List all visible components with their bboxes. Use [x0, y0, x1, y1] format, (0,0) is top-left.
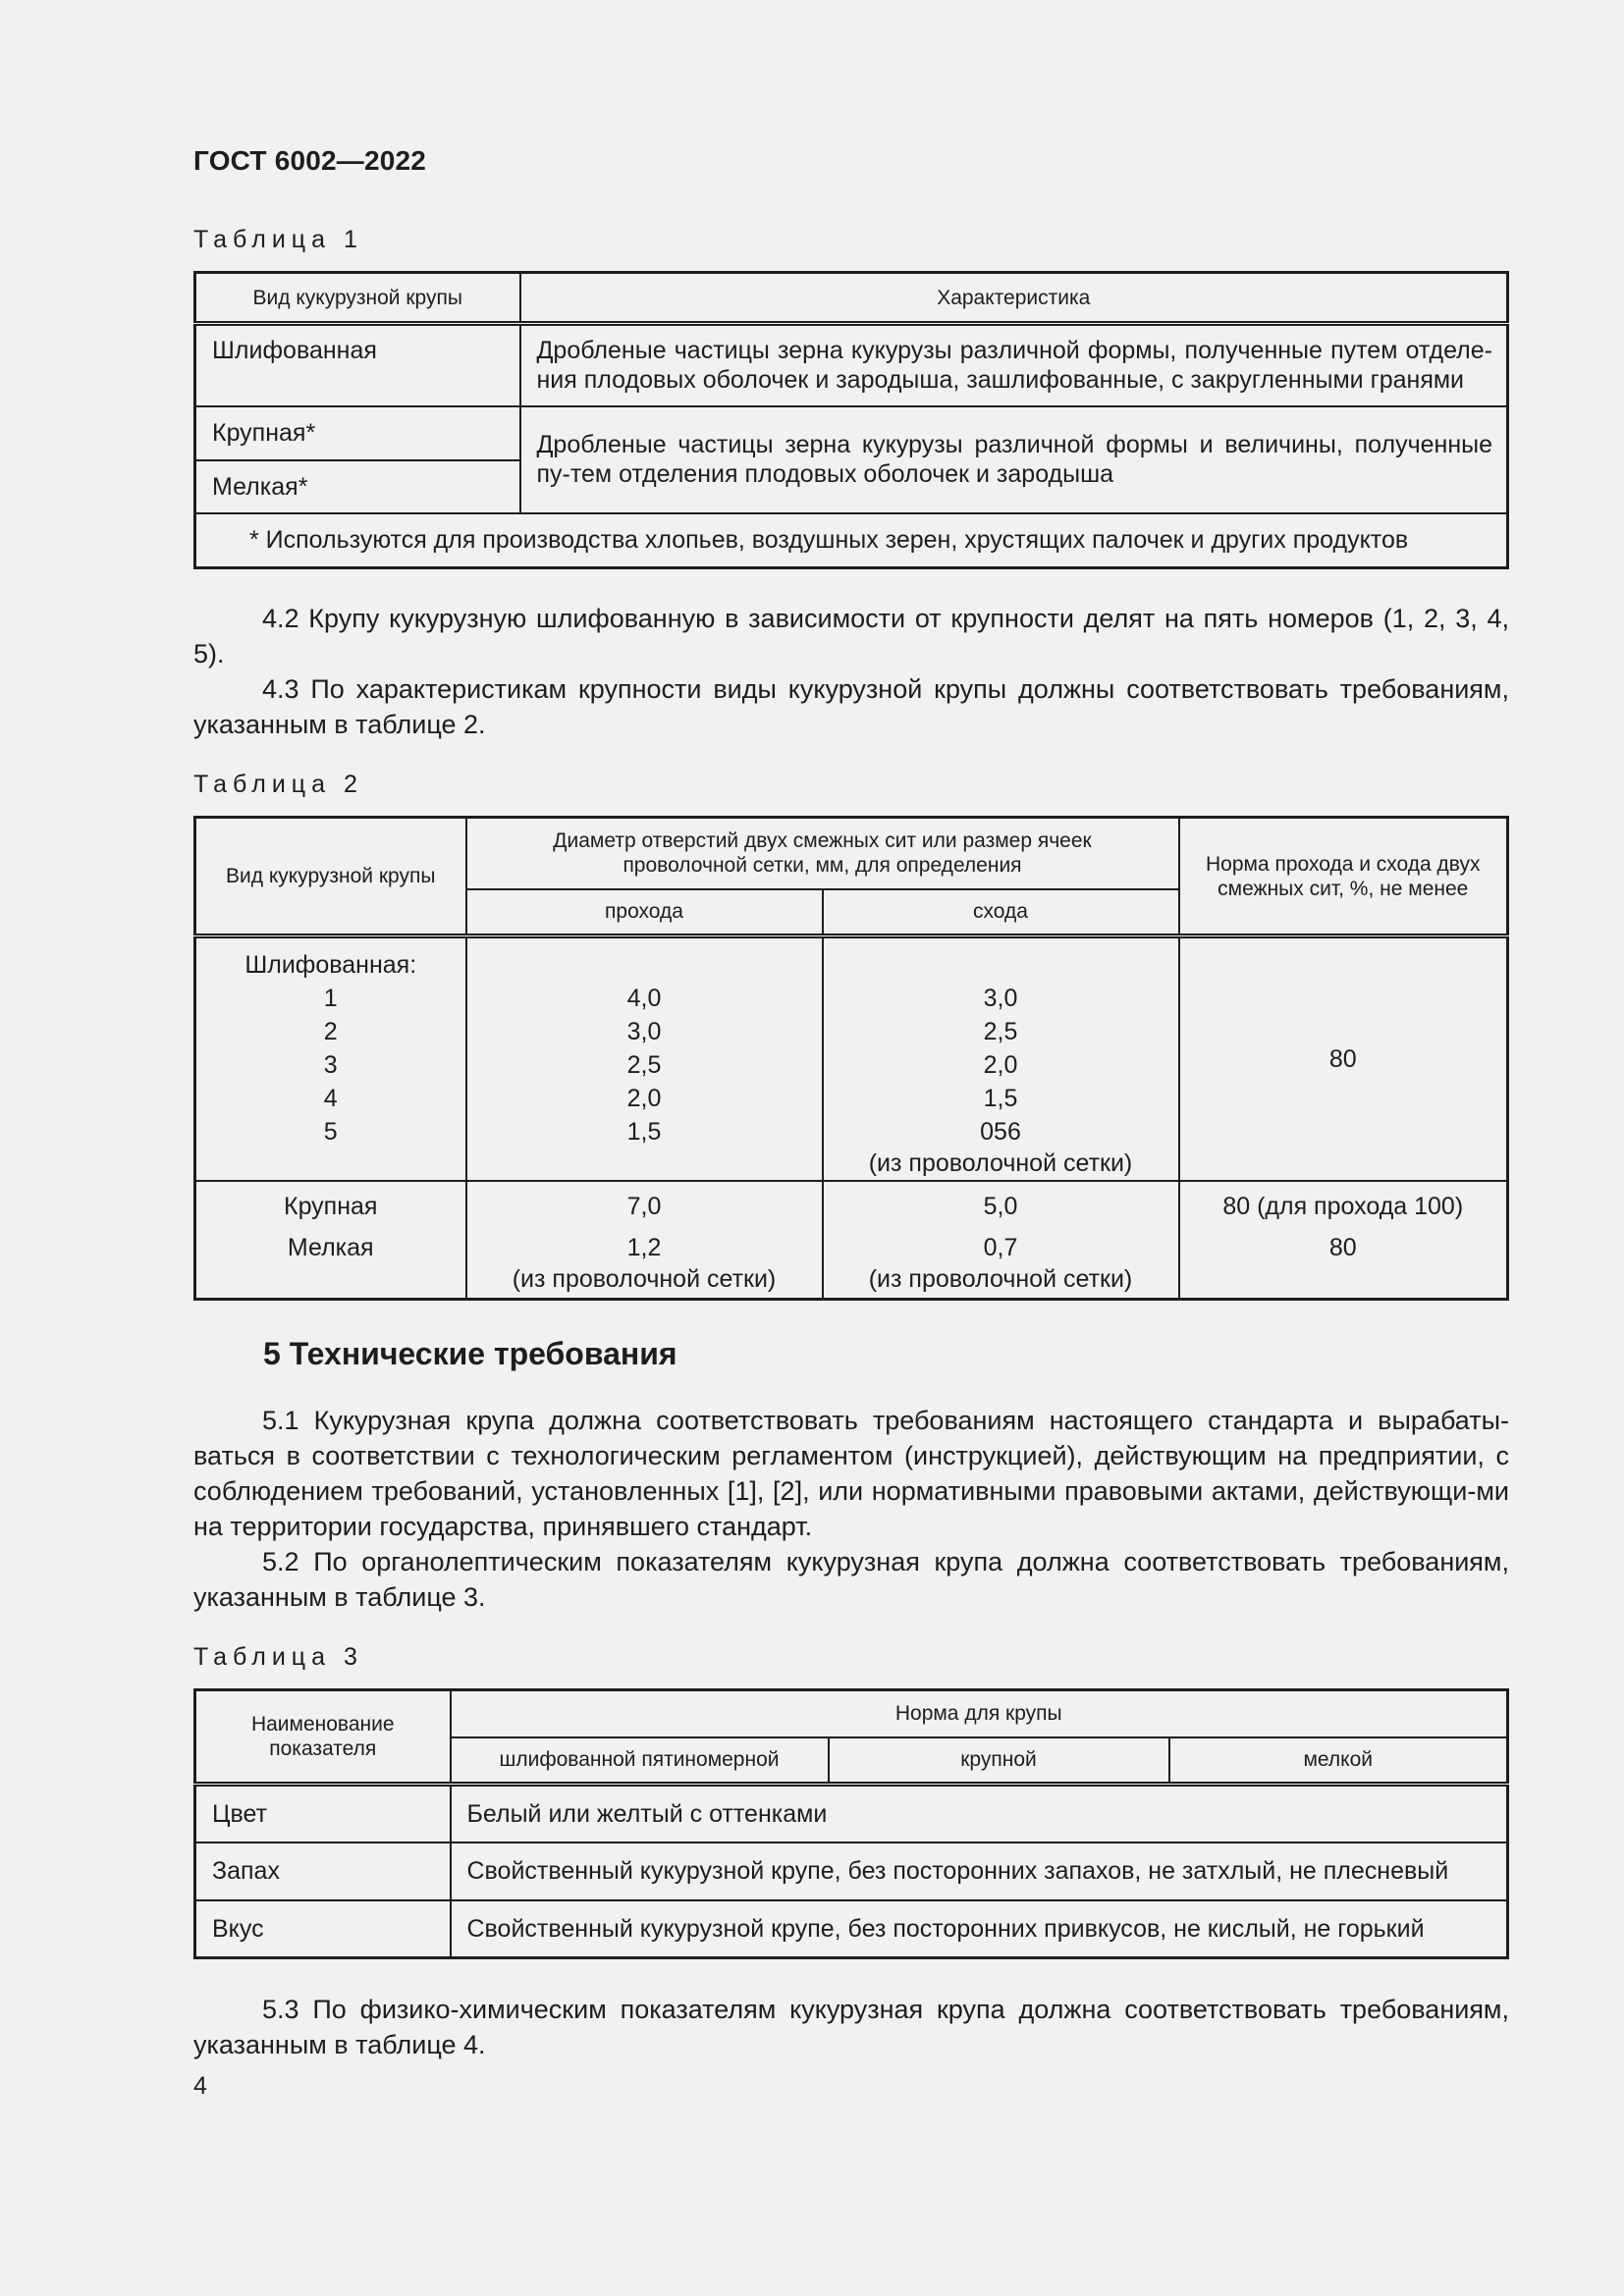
- table2-number: 4: [323, 1085, 338, 1112]
- table2-large-norm: 80 (для прохода 100): [1222, 1192, 1464, 1220]
- table2-number: 2: [323, 1018, 338, 1045]
- paragraph-4-3: 4.3 По характеристикам крупности виды кукурузной крупы должны соответствовать требованиям, указанным в таблице 2.: [193, 674, 1509, 739]
- table2-large-desc: 5,0: [983, 1192, 1018, 1220]
- table2-desc-value: 2,5: [983, 1018, 1018, 1045]
- table2-group-desc: [823, 936, 1179, 1181]
- table2-group-label: Шлифованная:: [244, 951, 417, 979]
- table2-desc-value: 3,0: [983, 985, 1018, 1012]
- paragraph-5-1: 5.1 Кукурузная крупа должна соответствовать требованиям настоящего стандарта и вырабаты-ваться в соответствии с технологическим регламентом (инструкцией), действующим на предприятии, с соблюдением требований, установленных [1], [2], или нормативными правовыми актами, действующи-ми на территории государства, принявшего стандарт.: [193, 1406, 1509, 1541]
- table2-group-norm: 80: [1179, 936, 1508, 1181]
- paragraphs-5-3: [193, 1992, 1509, 2062]
- table3-row-value: Свойственный кукурузной крупе, без посторонних запахов, не затхлый, не плесневый: [451, 1842, 1508, 1900]
- page-number: 4: [193, 2072, 207, 2100]
- table2-small-label: Мелкая: [287, 1233, 374, 1261]
- paragraph-5-3: 5.3 По физико-химическим показателям кукурузная крупа должна соответствовать требованиям, указанным в таблице 4.: [193, 1995, 1509, 2059]
- table2-desc-value: 056: [980, 1118, 1021, 1146]
- table2-header-desc: схода: [823, 889, 1179, 936]
- table2-pass-value: 1,5: [626, 1118, 662, 1146]
- table2-norm-cell: [1179, 1181, 1508, 1300]
- table2-header-type: Вид кукурузной крупы: [195, 818, 466, 936]
- table3: [193, 1688, 1509, 1959]
- table1-row3-type: Мелкая*: [195, 460, 520, 513]
- table1-caption: Таблица 1: [193, 226, 363, 253]
- table1-row2-type: Крупная*: [195, 406, 520, 460]
- table2-large-label: Крупная: [284, 1192, 378, 1220]
- paragraph-4-2: 4.2 Крупу кукурузную шлифованную в зависимости от крупности делят на пять номеров (1, 2, 3, 4, 5).: [193, 604, 1509, 668]
- paragraphs-5: [193, 1403, 1509, 1615]
- table2-small-pass: 1,2: [626, 1233, 662, 1261]
- table2-header-pass: прохода: [466, 889, 823, 936]
- table2-desc-note: (из проволочной сетки): [868, 1149, 1133, 1177]
- table-row: [195, 1785, 1508, 1842]
- table1-row23-desc: Дробленые частицы зерна кукурузы различной формы и величины, полученные пу-тем отделения плодовых оболочек и зародыша: [520, 406, 1508, 513]
- table-row: [195, 1900, 1508, 1958]
- table1: [193, 271, 1509, 569]
- table2-pass-value: 2,0: [626, 1085, 662, 1112]
- table3-row-value: Белый или желтый с оттенками: [451, 1785, 1508, 1842]
- table1-header-characteristic: Характеристика: [520, 273, 1508, 324]
- table2-desc-cell: [823, 1181, 1179, 1300]
- table3-row-value: Свойственный кукурузной крупе, без посторонних привкусов, не кислый, не горький: [451, 1900, 1508, 1958]
- table1-row1-type: Шлифованная: [195, 324, 520, 406]
- table2-number: 1: [323, 985, 338, 1012]
- table1-footnote: * Используются для производства хлопьев, воздушных зерен, хрустящих палочек и других продуктов: [195, 513, 1508, 568]
- table2-header-diameter: Диаметр отверстий двух смежных сит или размер ячеек проволочной сетки, мм, для определения: [466, 818, 1179, 889]
- table2-desc-value: 2,0: [983, 1051, 1018, 1079]
- table3-header-sub: крупной: [829, 1737, 1169, 1785]
- table2: [193, 816, 1509, 1301]
- table2-number: 5: [323, 1118, 338, 1146]
- table2-caption: Таблица 2: [193, 771, 363, 798]
- table3-header-name: Наименование показателя: [195, 1690, 451, 1785]
- table1-row1-desc: Дробленые частицы зерна кукурузы различной формы, полученные путем отделе-ния плодовых оболочек и зародыша, зашлифованные, с закругленными гранями: [520, 324, 1508, 406]
- table2-small-desc: 0,7: [983, 1233, 1018, 1261]
- table2-header-norm: Норма прохода и схода двух смежных сит, %, не менее: [1179, 818, 1508, 936]
- table2-types-cell: [195, 1181, 466, 1300]
- table2-number: 3: [323, 1051, 338, 1079]
- table2-group-type: [195, 936, 466, 1181]
- paragraph-5-2: 5.2 По органолептическим показателям кукурузная крупа должна соответствовать требованиям, указанным в таблице 3.: [193, 1547, 1509, 1612]
- table2-small-desc-note: (из проволочной сетки): [868, 1264, 1133, 1293]
- table2-small-pass-note: (из проволочной сетки): [512, 1264, 777, 1293]
- section-5-title: 5 Технические требования: [263, 1336, 677, 1371]
- table2-pass-value: 2,5: [626, 1051, 662, 1079]
- table2-pass-value: 3,0: [626, 1018, 662, 1045]
- table3-row-name: Вкус: [195, 1900, 451, 1958]
- table3-row-name: Запах: [195, 1842, 451, 1900]
- table2-desc-value: 1,5: [983, 1085, 1018, 1112]
- table2-large-pass: 7,0: [626, 1192, 662, 1220]
- paragraphs-4: [193, 601, 1509, 742]
- table2-pass-value: 4,0: [626, 985, 662, 1012]
- document-code: ГОСТ 6002—2022: [193, 145, 427, 176]
- table2-group-pass: [466, 936, 823, 1181]
- table3-header-norm: Норма для крупы: [451, 1690, 1508, 1737]
- table1-header-type: Вид кукурузной крупы: [195, 273, 520, 324]
- table3-row-name: Цвет: [195, 1785, 451, 1842]
- table2-pass-cell: [466, 1181, 823, 1300]
- table3-header-sub: шлифованной пятиномерной: [451, 1737, 829, 1785]
- table3-header-sub: мелкой: [1169, 1737, 1508, 1785]
- table-row: [195, 1842, 1508, 1900]
- table2-small-norm: 80: [1328, 1233, 1357, 1261]
- table3-caption: Таблица 3: [193, 1643, 363, 1671]
